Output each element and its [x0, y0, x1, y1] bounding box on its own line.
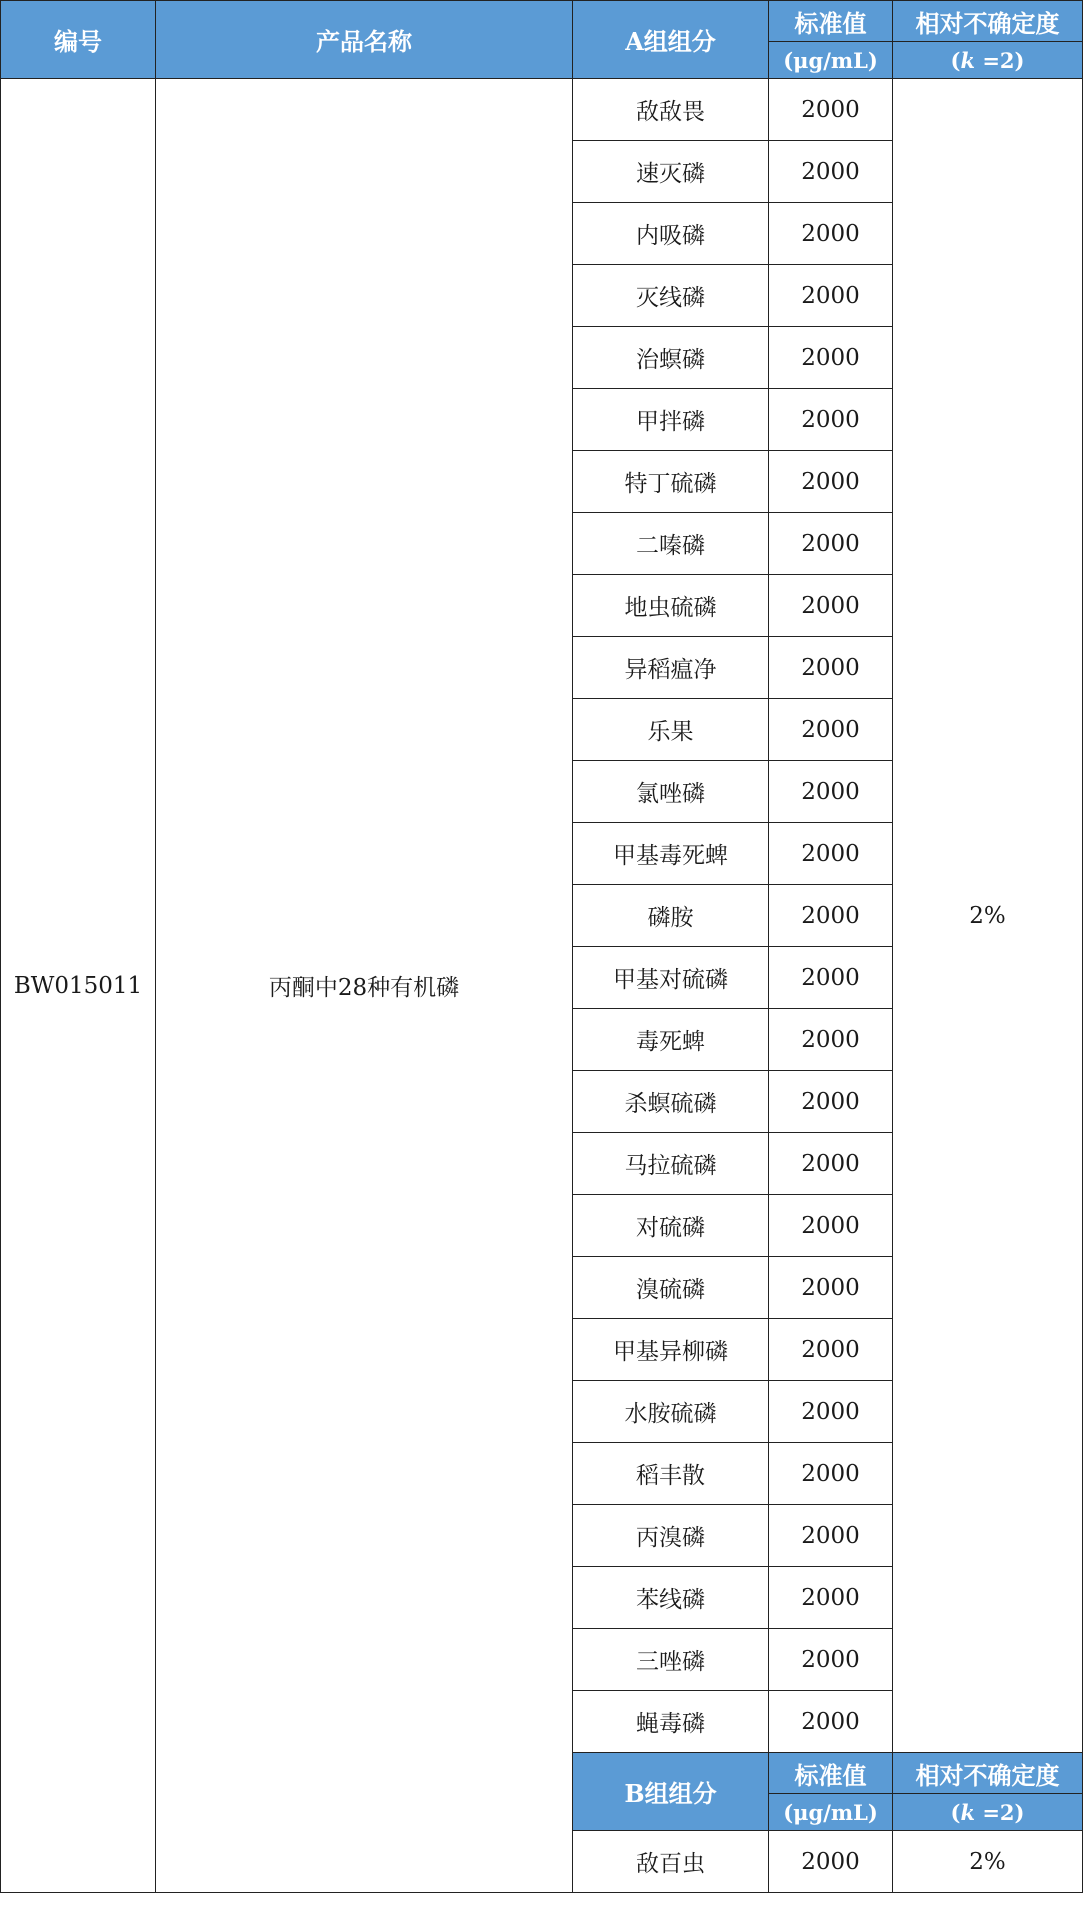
header-uncertainty-b: 相对不确定度: [893, 1753, 1083, 1794]
component-name: 三唑磷: [573, 1629, 769, 1691]
component-name: 敌敌畏: [573, 79, 769, 141]
standards-table-body: [1, 1, 1083, 1893]
header-uncertainty-k-b: [893, 1794, 1083, 1831]
header-group-b: B组组分: [573, 1753, 769, 1831]
component-name: 异稻瘟净: [573, 637, 769, 699]
component-value: 2000: [769, 389, 893, 451]
component-value: 2000: [769, 1443, 893, 1505]
component-value: 2000: [769, 327, 893, 389]
component-name: 水胺硫磷: [573, 1381, 769, 1443]
header-std-unit: (μg/mL): [769, 42, 893, 79]
component-name: 甲基毒死蜱: [573, 823, 769, 885]
component-value: 2000: [769, 1831, 893, 1893]
component-value: 2000: [769, 885, 893, 947]
header-product-name: 产品名称: [156, 1, 573, 79]
component-value: 2000: [769, 79, 893, 141]
component-name: 灭线磷: [573, 265, 769, 327]
component-name: 稻丰散: [573, 1443, 769, 1505]
component-value: 2000: [769, 1629, 893, 1691]
component-name: 敌百虫: [573, 1831, 769, 1893]
product-code: BW015011: [1, 79, 156, 1893]
component-name: 治螟磷: [573, 327, 769, 389]
component-value: 2000: [769, 1319, 893, 1381]
component-value: 2000: [769, 1505, 893, 1567]
k-open: (: [950, 1799, 961, 1825]
component-name: 甲基异柳磷: [573, 1319, 769, 1381]
component-value: 2000: [769, 265, 893, 327]
component-value: 2000: [769, 1691, 893, 1753]
table-row: [1, 79, 1083, 141]
component-value: 2000: [769, 575, 893, 637]
component-value: 2000: [769, 1195, 893, 1257]
component-name: 马拉硫磷: [573, 1133, 769, 1195]
component-value: 2000: [769, 1257, 893, 1319]
component-name: 特丁硫磷: [573, 451, 769, 513]
component-name: 苯线磷: [573, 1567, 769, 1629]
header-group-a: A组组分: [573, 1, 769, 79]
component-value: 2000: [769, 1133, 893, 1195]
component-value: 2000: [769, 141, 893, 203]
component-value: 2000: [769, 451, 893, 513]
header-code: 编号: [1, 1, 156, 79]
k-symbol: k: [960, 1799, 976, 1825]
component-name: 甲拌磷: [573, 389, 769, 451]
component-value: 2000: [769, 1381, 893, 1443]
header-uncertainty: 相对不确定度: [893, 1, 1083, 42]
component-name: 氯唑磷: [573, 761, 769, 823]
component-value: 2000: [769, 1071, 893, 1133]
component-value: 2000: [769, 1567, 893, 1629]
component-name: 内吸磷: [573, 203, 769, 265]
component-name: 速灭磷: [573, 141, 769, 203]
k-symbol: k: [960, 47, 976, 73]
header-std-unit-b: (μg/mL): [769, 1794, 893, 1831]
component-value: 2000: [769, 513, 893, 575]
component-name: 溴硫磷: [573, 1257, 769, 1319]
component-name: 地虫硫磷: [573, 575, 769, 637]
component-name: 对硫磷: [573, 1195, 769, 1257]
component-name: 丙溴磷: [573, 1505, 769, 1567]
component-value: 2000: [769, 699, 893, 761]
product-name: 丙酮中28种有机磷: [156, 79, 573, 1893]
header-uncertainty-k: [893, 42, 1083, 79]
k-close: =2): [975, 1799, 1025, 1825]
component-name: 二嗪磷: [573, 513, 769, 575]
component-name: 甲基对硫磷: [573, 947, 769, 1009]
header-row-1: [1, 1, 1083, 42]
component-name: 蝇毒磷: [573, 1691, 769, 1753]
header-std-value: 标准值: [769, 1, 893, 42]
component-value: 2000: [769, 947, 893, 1009]
component-value: 2000: [769, 823, 893, 885]
component-value: 2000: [769, 1009, 893, 1071]
k-open: (: [950, 47, 961, 73]
component-name: 磷胺: [573, 885, 769, 947]
component-name: 乐果: [573, 699, 769, 761]
component-name: 毒死蜱: [573, 1009, 769, 1071]
component-uncertainty: 2%: [893, 1831, 1083, 1893]
component-name: 杀螟硫磷: [573, 1071, 769, 1133]
component-value: 2000: [769, 203, 893, 265]
component-value: 2000: [769, 761, 893, 823]
header-std-value-b: 标准值: [769, 1753, 893, 1794]
k-close: =2): [975, 47, 1025, 73]
group-a-uncertainty: 2%: [893, 79, 1083, 1753]
component-value: 2000: [769, 637, 893, 699]
